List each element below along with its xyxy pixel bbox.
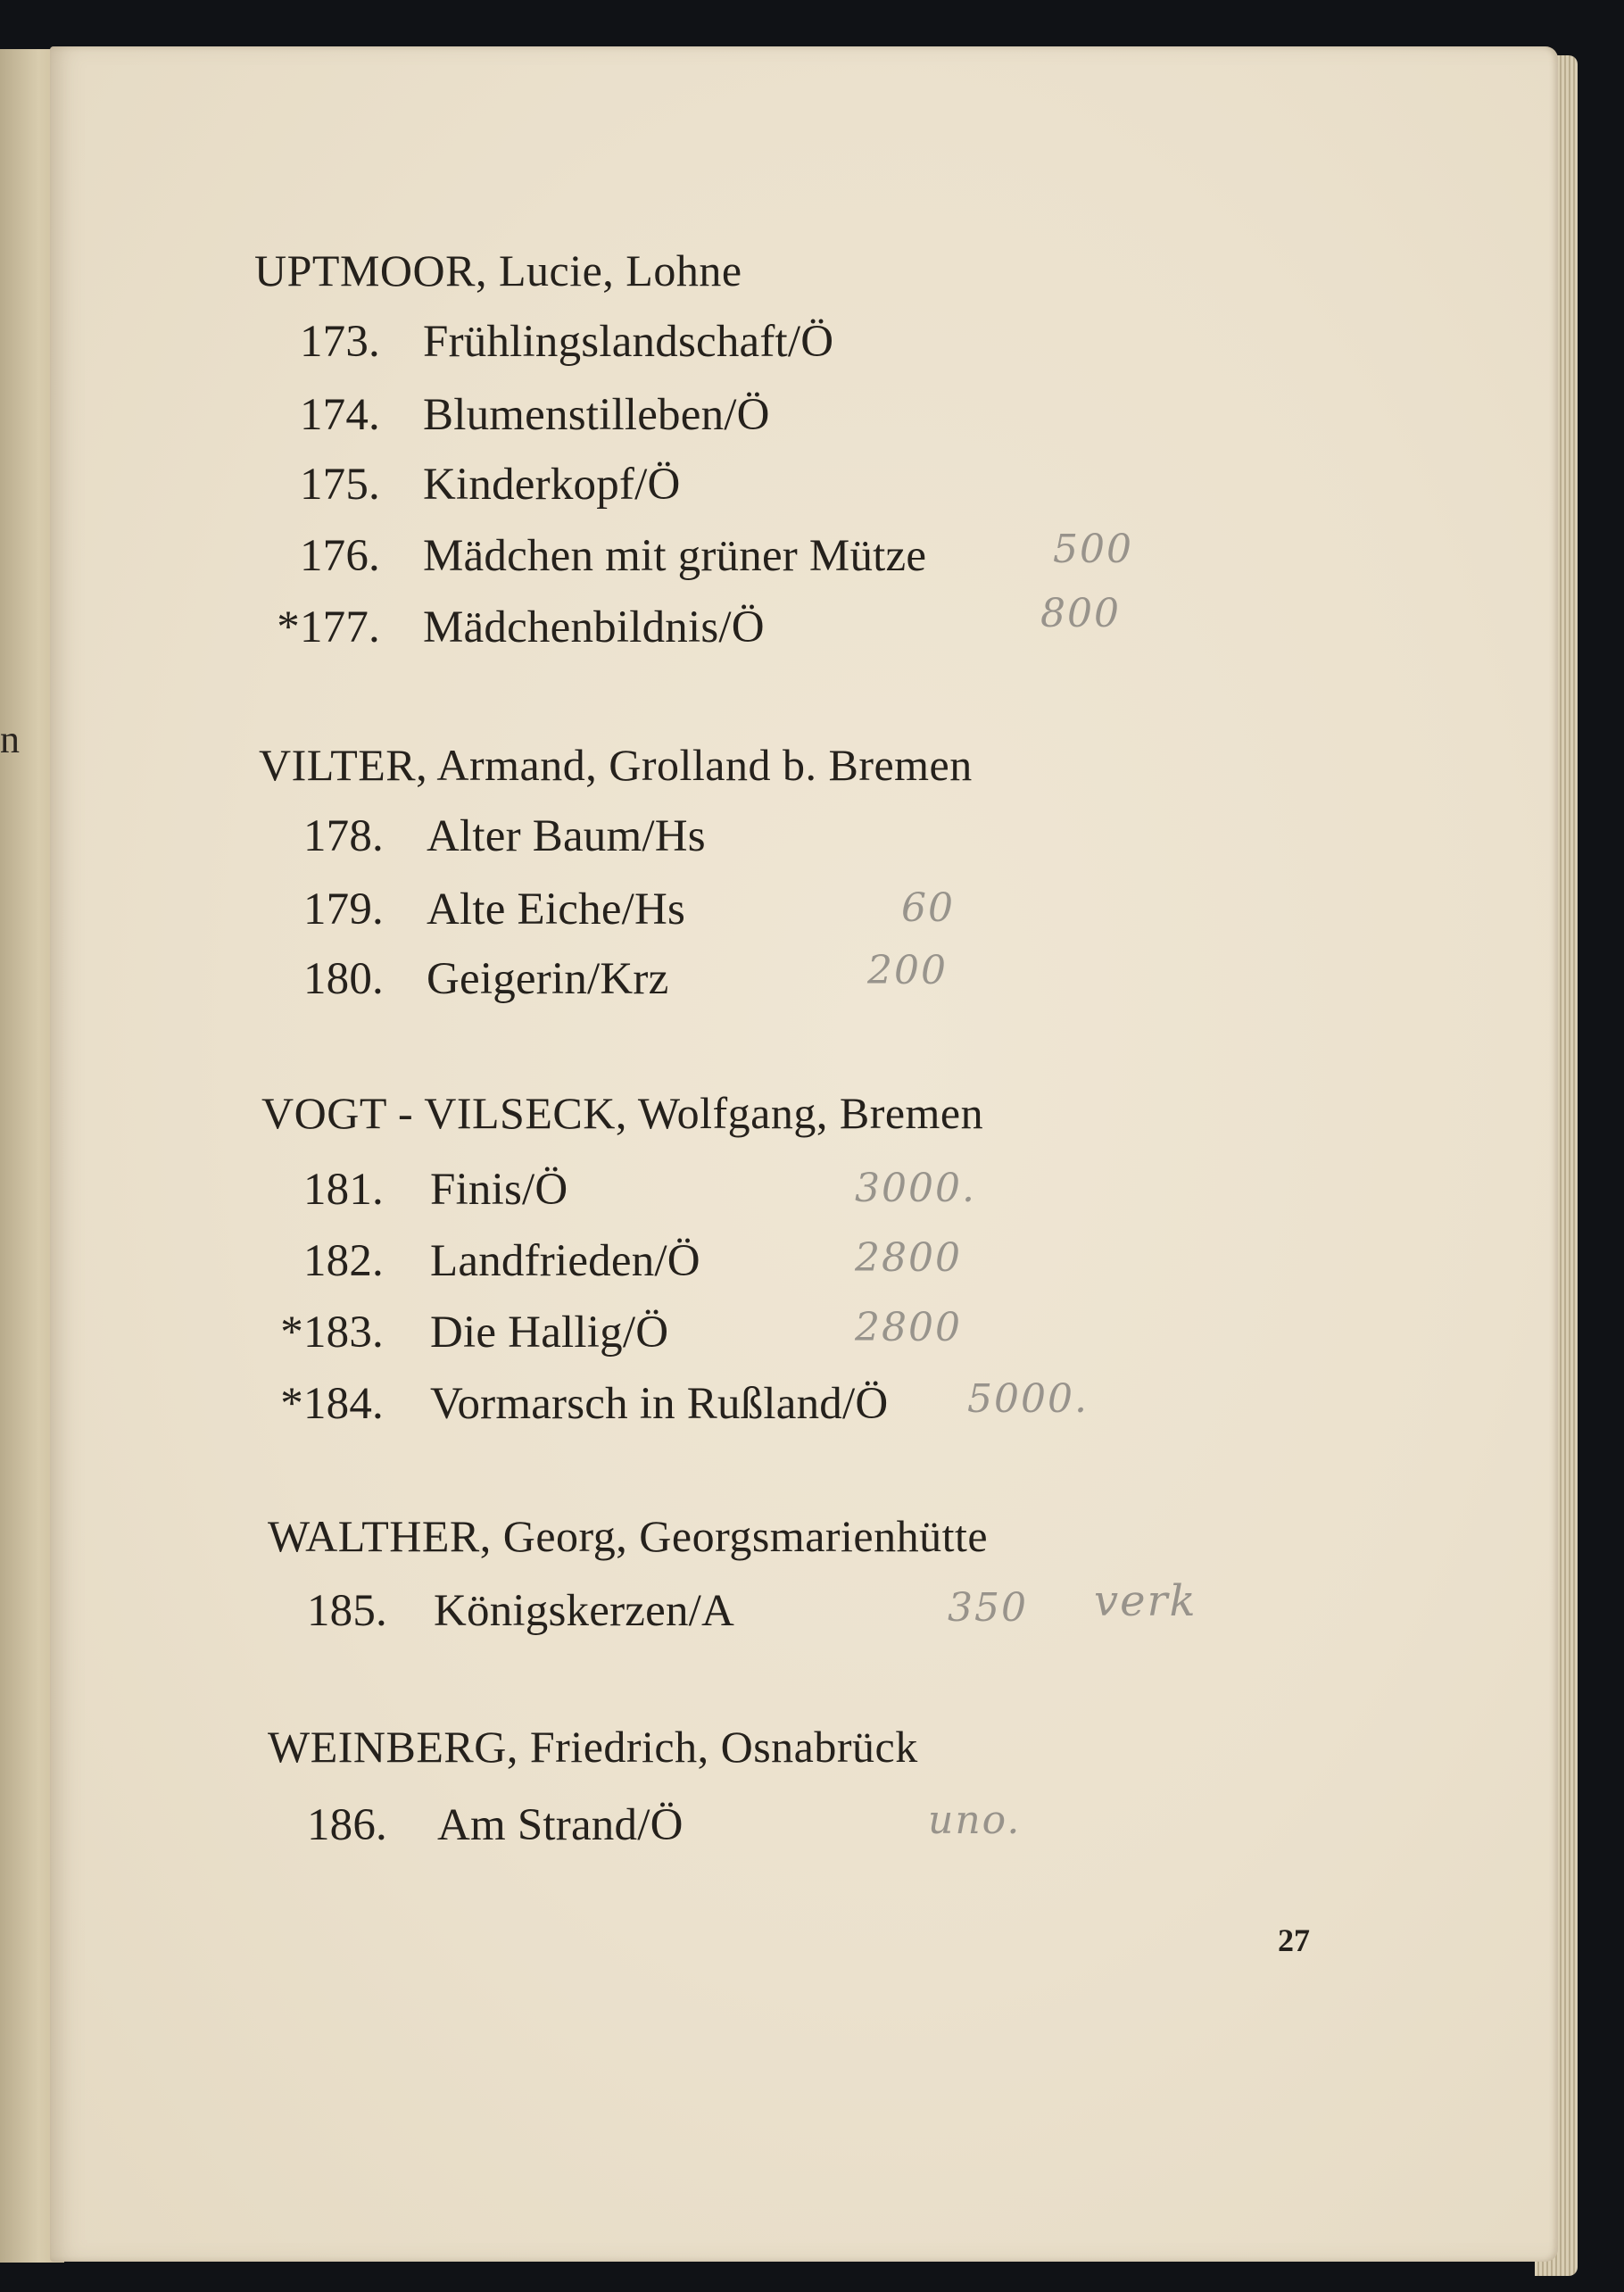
handwritten-price: 800 bbox=[1040, 591, 1121, 636]
entry-number: 175. bbox=[299, 460, 380, 510]
entry-title: Mädchen mit grüner Mütze bbox=[423, 531, 927, 581]
entry-number: *177. bbox=[277, 602, 380, 652]
entry-title: Die Hallig/Ö bbox=[430, 1308, 669, 1358]
catalog-page bbox=[50, 46, 1558, 2262]
entry-title: Frühlingslandschaft/Ö bbox=[423, 317, 834, 367]
handwritten-price: 350 bbox=[948, 1585, 1028, 1631]
handwritten-price: 2800 bbox=[855, 1235, 962, 1281]
entry-title: Geigerin/Krz bbox=[427, 954, 669, 1004]
entry-number: 178. bbox=[302, 811, 384, 861]
entry-number: 174. bbox=[299, 390, 380, 440]
entry-number: *183. bbox=[280, 1308, 384, 1358]
entry-number: *184. bbox=[280, 1379, 384, 1429]
entry-number: 181. bbox=[302, 1165, 384, 1215]
entry-title: Finis/Ö bbox=[430, 1165, 568, 1215]
handwritten-price: 200 bbox=[867, 948, 948, 993]
entry-title: Am Strand/Ö bbox=[437, 1800, 684, 1850]
entry-number: 185. bbox=[306, 1586, 387, 1636]
entry-title: Kinderkopf/Ö bbox=[423, 460, 681, 510]
entry-title: Landfrieden/Ö bbox=[430, 1236, 700, 1286]
entry-number: 176. bbox=[299, 531, 380, 581]
entry-title: Alter Baum/Hs bbox=[427, 811, 706, 861]
entry-number: 179. bbox=[302, 884, 384, 934]
entry-title: Vormarsch in Rußland/Ö bbox=[430, 1379, 889, 1429]
entry-title: Blumenstilleben/Ö bbox=[423, 390, 770, 440]
entry-title: Mädchenbildnis/Ö bbox=[423, 602, 765, 652]
artist-heading: UPTMOOR, Lucie, Lohne bbox=[254, 245, 742, 295]
entry-title: Alte Eiche/Hs bbox=[427, 884, 686, 934]
left-page-letter: n bbox=[0, 718, 20, 761]
handwritten-price: 5000. bbox=[967, 1376, 1089, 1422]
entry-number: 180. bbox=[302, 954, 384, 1004]
handwritten-price: 3000. bbox=[855, 1166, 976, 1211]
entry-number: 186. bbox=[306, 1800, 387, 1850]
entry-number: 173. bbox=[299, 317, 380, 367]
entry-number: 182. bbox=[302, 1236, 384, 1286]
artist-heading: VOGT - VILSECK, Wolfgang, Bremen bbox=[261, 1088, 984, 1138]
handwritten-price: 2800 bbox=[855, 1305, 962, 1350]
handwritten-price: 500 bbox=[1053, 527, 1133, 572]
entry-title: Königskerzen/A bbox=[434, 1586, 735, 1636]
artist-heading: WALTHER, Georg, Georgsmarienhütte bbox=[268, 1511, 989, 1561]
handwritten-price: 60 bbox=[901, 885, 955, 931]
handwritten-note: uno. bbox=[928, 1798, 1022, 1843]
page-number: 27 bbox=[1278, 1922, 1310, 1958]
artist-heading: WEINBERG, Friedrich, Osnabrück bbox=[268, 1722, 918, 1772]
handwritten-note: verk bbox=[1094, 1576, 1197, 1626]
artist-heading: VILTER, Armand, Grolland b. Bremen bbox=[259, 740, 973, 790]
